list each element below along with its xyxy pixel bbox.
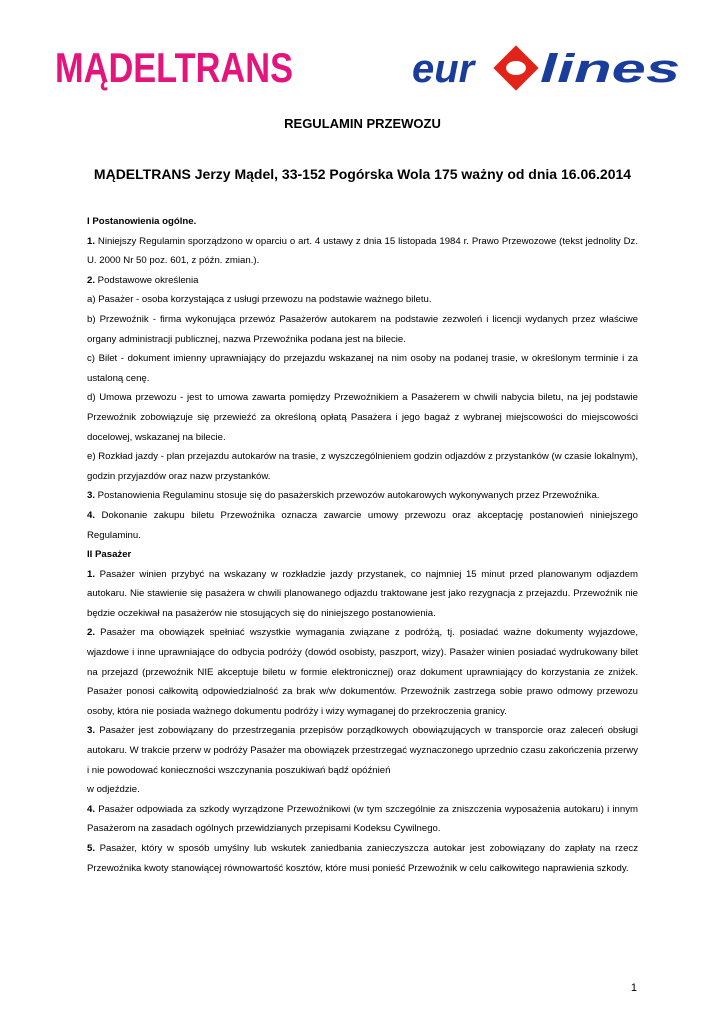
- eurolines-logo: [412, 38, 682, 98]
- section-heading-1: I Postanowienia ogólne.: [87, 216, 197, 227]
- paragraph-2-3-tail: w odjeździe.: [87, 784, 140, 796]
- paragraph-2-1: [87, 565, 638, 624]
- svg-text:eur: eur: [412, 47, 475, 91]
- paragraph-number: 2.: [87, 274, 96, 286]
- paragraph-2-4: [87, 800, 638, 839]
- page-number: 1: [630, 982, 637, 994]
- paragraph-text: Dokonanie zakupu biletu Przewoźnika oznacza zawarcie umowy przewozu oraz akceptację postanowień niniejszego Regulaminu.: [87, 509, 638, 541]
- paragraph-text: Pasażer winien przybyć na wskazany w rozkładzie jazdy przystanek, co najmniej 15 minut przed planowanym odjazdem autokaru. Nie stawienie się pasażera w chwili planowanego odjazdu traktowane jest jako rezygnacja z przejazdu. Przewoźnik nie będzie oczekiwał na pasażerów nie stosujących się do niniejszego postanowienia.: [87, 568, 638, 619]
- paragraph-number: 2.: [87, 627, 96, 639]
- definition-b: b) Przewoźnik - firma wykonująca przewóz Pasażerów autokarem na podstawie zezwoleń i licencji wydanych przez właściwe organy administracji publicznej, nazwa Przewoźnika podana jest na bilecie.: [87, 313, 638, 345]
- paragraph-number: 1.: [87, 568, 96, 580]
- paragraph-1-3: [87, 486, 638, 506]
- regulation-body: [87, 212, 638, 878]
- paragraph-text: Pasażer, który w sposób umyślny lub wskutek zaniedbania zanieczyszcza autokar jest zobowiązany do zapłaty na rzecz Przewoźnika kwoty stanowiącej równowartość kosztów, które musi ponieść Przewoźnik w celu całkowitego naprawienia szkody.: [87, 843, 638, 874]
- paragraph-number: 4.: [87, 803, 96, 815]
- definition-c: c) Bilet - dokument imienny uprawniający do przejazdu wskazanej na nim osoby na podanej trasie, w określonym terminie i za ustaloną cenę.: [87, 353, 638, 384]
- definition-a: a) Pasażer - osoba korzystająca z usługi przewozu na podstawie ważnego biletu.: [87, 294, 432, 306]
- paragraph-number: 1.: [87, 235, 96, 247]
- paragraph-text: Niniejszy Regulamin sporządzono w oparciu o art. 4 ustawy z dnia 15 listopada 1984 r. Prawo Przewozowe (tekst jednolity Dz. U. 2000 Nr 50 poz. 601, z późn. zmian.).: [87, 235, 638, 267]
- section-heading-2: II Pasażer: [87, 549, 132, 561]
- madeltrans-logo: [55, 46, 295, 90]
- document-subtitle: MĄDELTRANS Jerzy Mądel, 33-152 Pogórska Wola 175 ważny od dnia 16.06.2014: [93, 166, 632, 182]
- paragraph-1-2: [87, 271, 638, 291]
- paragraph-number: 3.: [87, 725, 96, 737]
- paragraph-2-2: [87, 623, 638, 721]
- document-title: REGULAMIN PRZEWOZU: [284, 116, 441, 131]
- definition-d: d) Umowa przewozu - jest to umowa zawarta pomiędzy Przewoźnikiem a Pasażerem w chwili nabycia biletu, na jej podstawie Przewoźnik zobowiązuje się przewieźć za określoną opłatą Pasażera i jego bagaż z wybranej miejscowości do miejscowości docelowej, wskazanej na bilecie.: [87, 392, 638, 443]
- paragraph-text: Podstawowe określenia: [95, 274, 199, 286]
- paragraph-text: Pasażer jest zobowiązany do przestrzegania przepisów porządkowych obowiązujących w transporcie oraz zaleceń obsługi autokaru. W trakcie przerw w podróży Pasażer ma obowiązek przestrzegać wyznaczonego uprzednio czasu zakończenia przerwy i nie powodować konieczności wszczynania poszukiwań bądź opóźnień: [87, 725, 638, 776]
- svg-text:lines: lines: [540, 47, 680, 91]
- definition-e: e) Rozkład jazdy - plan przejazdu autokarów na trasie, z wyszczególnieniem godzin odjazdów z przystanków (w czasie lokalnym), godzin przyjazdów oraz nazw przystanków.: [87, 451, 638, 482]
- paragraph-number: 4.: [87, 509, 96, 521]
- paragraph-text: Postanowienia Regulaminu stosuje się do pasażerskich przewozów autokarowych wykonywanych przez Przewoźnika.: [95, 490, 600, 502]
- svg-text:MĄDELTRANS: MĄDELTRANS: [55, 44, 293, 91]
- paragraph-text: Pasażer odpowiada za szkody wyrządzone Przewoźnikowi (w tym szczególnie za zniszczenia wyposażenia autokaru) i innym Pasażerom na zasadach ogólnych przewidzianych przepisami Kodeksu Cywilnego.: [87, 803, 638, 835]
- paragraph-number: 3.: [87, 490, 96, 502]
- paragraph-number: 5.: [87, 843, 96, 854]
- paragraph-2-5: [87, 839, 638, 878]
- paragraph-1-4: [87, 506, 638, 545]
- paragraph-2-3: [87, 721, 638, 780]
- paragraph-1-1: [87, 232, 638, 271]
- paragraph-text: Pasażer ma obowiązek spełniać wszystkie wymagania związane z podróżą, tj. posiadać ważne dokumenty wyjazdowe, wjazdowe i inne uprawniające do odbycia podróży (dowód osobisty, paszport, wizy). Pasażer winien posiadać wydrukowany bilet na przejazd (przewoźnik NIE akceptuje biletu w formie elektronicznej) oraz dokument uprawniający do korzystania ze zniżek. Pasażer ponosi całkowitą odpowiedzialność za brak w/w dokumentów. Przewoźnik zastrzega sobie prawo odmowy przewozu osoby, która nie posiada ważnego dokumentu podróży i wizy wymaganej do przekroczenia granicy.: [87, 627, 638, 717]
